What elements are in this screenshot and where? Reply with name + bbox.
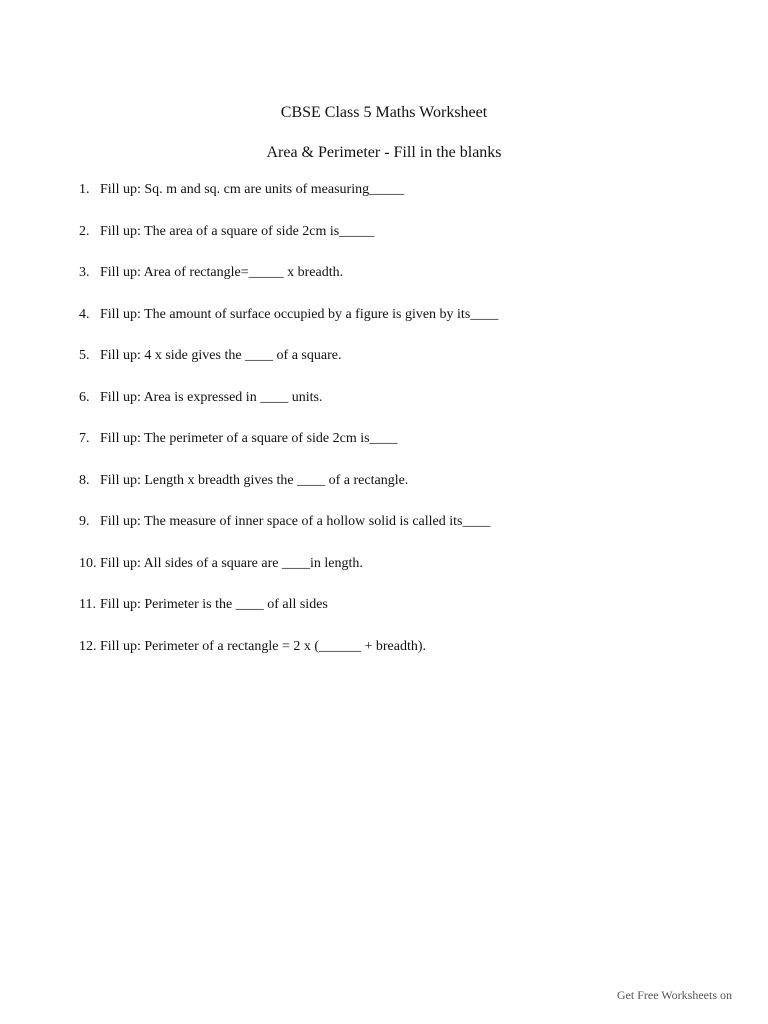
question-text: Fill up: 4 x side gives the ____ of a square. <box>100 348 342 363</box>
question-item <box>79 638 498 680</box>
question-number: 5. <box>79 348 90 363</box>
question-item <box>79 389 498 431</box>
question-list <box>79 181 498 679</box>
question-item <box>79 306 498 348</box>
footer-note: Get Free Worksheets on <box>616 988 732 1002</box>
question-item <box>79 513 498 555</box>
question-number: 3. <box>79 265 90 280</box>
question-item <box>79 472 498 514</box>
question-text: Fill up: Perimeter of a rectangle = 2 x (______ + breadth). <box>100 638 427 654</box>
question-text: Fill up: Perimeter is the ____ of all sides <box>100 597 328 612</box>
question-item <box>79 347 498 389</box>
question-text: Fill up: The area of a square of side 2cm is_____ <box>100 223 375 239</box>
question-number: 9. <box>79 514 90 529</box>
question-number: 12. <box>79 638 97 654</box>
question-item <box>79 223 498 265</box>
question-text: Fill up: The perimeter of a square of side 2cm is____ <box>100 431 398 446</box>
question-number: 1. <box>79 182 90 197</box>
question-item <box>79 430 498 472</box>
question-item <box>79 596 498 638</box>
question-number: 8. <box>79 472 90 488</box>
question-text: Fill up: All sides of a square are ____in length. <box>100 555 363 571</box>
question-number: 11. <box>79 597 96 612</box>
question-item <box>79 264 498 306</box>
question-number: 4. <box>79 306 90 322</box>
question-number: 10. <box>79 555 97 571</box>
worksheet-title: CBSE Class 5 Maths Worksheet <box>280 104 488 121</box>
question-number: 7. <box>79 431 90 446</box>
question-text: Fill up: Area of rectangle=_____ x breadth. <box>100 265 344 280</box>
question-text: Fill up: The amount of surface occupied by a figure is given by its____ <box>100 306 499 322</box>
question-number: 6. <box>79 389 90 405</box>
question-item <box>79 555 498 597</box>
question-text: Fill up: Length x breadth gives the ____ of a rectangle. <box>100 472 409 488</box>
worksheet-subtitle: Area & Perimeter - Fill in the blanks <box>266 144 502 161</box>
question-text: Fill up: Area is expressed in ____ units. <box>100 389 323 405</box>
question-number: 2. <box>79 223 90 239</box>
question-text: Fill up: The measure of inner space of a hollow solid is called its____ <box>100 514 491 529</box>
question-text: Fill up: Sq. m and sq. cm are units of measuring_____ <box>100 182 405 197</box>
question-item <box>79 181 498 223</box>
